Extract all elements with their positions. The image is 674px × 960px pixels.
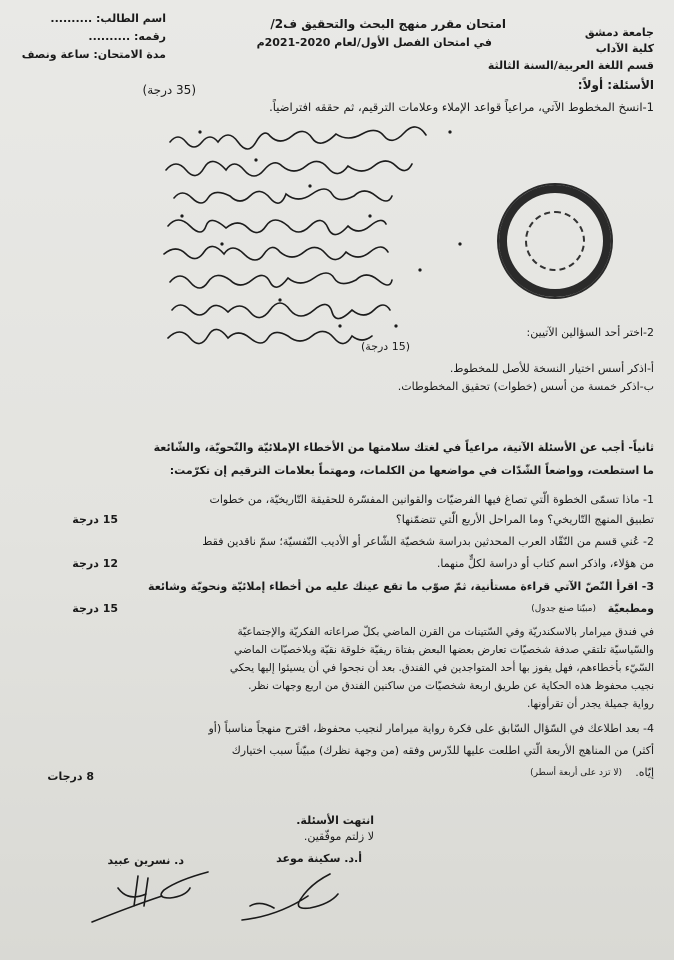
passage-line-1: في فندق ميرامار بالاسكندريّة وفي السّتينات من القرن الماضي بكلّ صراعاته الفكريّة والإجتماعيّة: [237, 626, 654, 638]
student-number-field: رقمه: ..........: [88, 30, 166, 43]
s2-question-3-note: (مبيّنا صنع جدول): [531, 604, 596, 614]
passage-line-2: والسّياسيّة تلتقي صدفة شخصيّات تعارض بعضها البعض بفتاة ريفيّة خلوقة نقيّة وبلاخصيّات الماضي: [234, 644, 654, 656]
question-1-text: 1-انسخ المخطوط الآتي، مراعياً قواعد الإملاء وعلامات الترقيم، ثم حققه افتراضياً.: [269, 100, 654, 114]
s2-question-4-note: (لا تزد على أربعة أسطر): [530, 768, 622, 778]
passage-line-5: رواية جميلة يجدر أن تقرأونها.: [526, 698, 654, 710]
passage-line-4: نجيب محفوظ هذه الحكاية عن طريق اربعة شخصيّات من ساكنين الفندق من اربع وجهات نظر.: [248, 680, 654, 692]
section-two-intro-1: ثانياً- أجب عن الأسئلة الآتية، مراعياً في لغتك سلامتها من الأخطاء الإملائيّة والنّحويّة، والشّائعة: [153, 441, 654, 454]
s2-question-2-line-2: من هؤلاء، واذكر اسم كتاب أو دراسة لكلٍّ منهما.: [436, 557, 654, 570]
s2-question-4-line-3: إيّاه.: [635, 766, 654, 779]
signature-1: [230, 866, 350, 926]
s2-question-3-marks: 15 درجة: [72, 602, 118, 615]
manuscript-handwriting: [160, 120, 480, 352]
s2-question-4-marks: 8 درجات: [47, 770, 94, 783]
exam-session: في امتحان الفصل الأول/لعام 2020-2021م: [256, 36, 492, 49]
exam-end-text: انتهت الأسئلة.: [296, 814, 374, 827]
university-stamp: [497, 183, 613, 299]
s2-question-1-line-2: تطبيق المنهج التّاريخي؟ وما المراحل الأربع الّتي تتضمّنها؟: [395, 513, 654, 526]
s2-question-2-marks: 12 درجة: [72, 557, 118, 570]
question-2-text: 2-اختر أحد السؤالين الآتيين:: [526, 326, 654, 339]
faculty-name: كلية الآداب: [595, 42, 654, 55]
question-2-option-b: ب-اذكر خمسة من أسس (خطوات) تحقيق المخطوطات.: [397, 380, 654, 393]
signer-1-name: أ.د. سكينة موعد: [276, 852, 362, 865]
s2-question-1-line-1: 1- ماذا تسمّى الخطوة الّتي تصاغ فيها الفرضيّات والقوانين المفسّرة للحقيقة التّاريخيّة، من خطوات: [209, 493, 654, 506]
department-name: قسم اللغة العربية/السنة الثالثة: [487, 59, 654, 72]
s2-question-4-line-2: أكثر) من المناهج الأربعة الّتي اطلعت عليها للدّرس وفقه (من وجهة نظرك) مبيّناً سبب اختيارك: [231, 744, 654, 757]
question-1-marks: (35 درجة): [142, 83, 196, 97]
exam-title: امتحان مقرر منهج البحث والتحقيق ف2/: [270, 17, 506, 31]
signature-2: [78, 866, 218, 926]
s2-question-3-line-1: 3- اقرأ النّصّ الآتي قراءة مستأنية، ثمّ صوّب ما تقع عينك عليه من أخطاء إملائيّة ونحويّة وشائعة: [148, 580, 654, 593]
signer-2-name: د. نسرين عبيد: [107, 854, 184, 867]
s2-question-2-line-1: 2- عُني قسم من النّقّاد العرب المحدثين بدراسة شخصيّة الشّاعر أو الأديب النّفسيّة؛ سمّ ناقدين فقط: [202, 535, 654, 548]
passage-line-3: السّيّء بأخطاءهم، فهل يفوز بها أحد المتواجدين في الفندق. بعد أن نجحوا في أن يسيئوا إليها يحكي: [229, 662, 654, 674]
university-name: جامعة دمشق: [584, 26, 654, 39]
stamp-emblem: [525, 211, 585, 271]
good-luck-text: لا زلتم موفّقين.: [303, 830, 374, 843]
student-name-field: اسم الطالب: ..........: [50, 12, 166, 25]
section-one-title: الأسئلة: أولاً:: [577, 78, 654, 92]
section-two-intro-2: ما استطعت، وواضعاً الشّدّات في مواضعها من الكلمات، ومهتماً بعلامات الترقيم إن تكرّمت:: [169, 464, 654, 477]
s2-question-3-line-2: ومطبعيّة: [607, 602, 654, 615]
exam-duration: مدة الامتحان: ساعة ونصف: [21, 48, 166, 61]
manuscript-image: [160, 120, 480, 352]
s2-question-4-line-1: 4- بعد اطلاعك في السّؤال السّابق على فكرة رواية ميرامار لنجيب محفوظ، اقترح منهجاً مناسباً (أو: [208, 722, 654, 735]
question-2-marks: (15 درجة): [361, 340, 410, 353]
question-2-option-a: أ-اذكر أسس اختيار النسخة للأصل للمخطوط.: [449, 362, 654, 375]
s2-question-1-marks: 15 درجة: [72, 513, 118, 526]
